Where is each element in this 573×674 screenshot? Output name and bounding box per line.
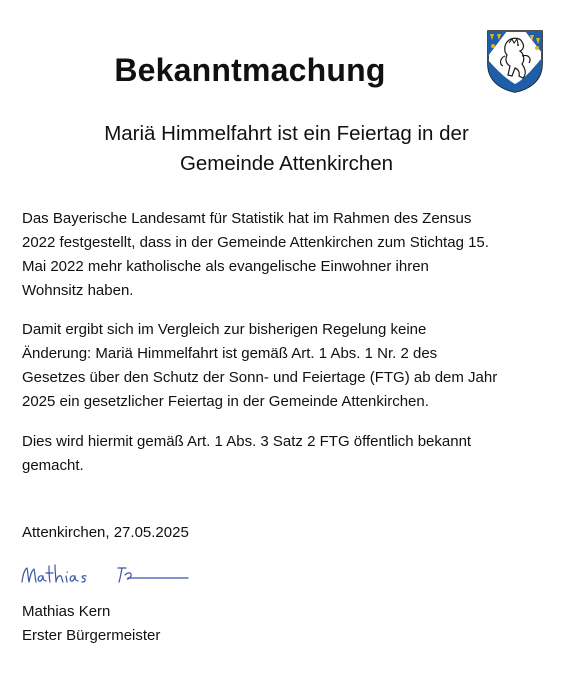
- paragraph-line: Das Bayerische Landesamt für Statistik hat im Rahmen des Zensus: [22, 210, 472, 227]
- announcement-subtitle: [0, 119, 573, 179]
- signer-block: [22, 600, 160, 648]
- paragraph-line: 2025 ein gesetzlicher Feiertag in der Gemeinde Attenkirchen.: [22, 393, 429, 410]
- subtitle-line: Gemeinde Attenkirchen: [179, 152, 394, 175]
- signer-name: Mathias Kern: [22, 603, 111, 620]
- body-paragraph-holiday: [22, 318, 552, 414]
- paragraph-line: gemacht.: [22, 457, 84, 474]
- signer-title: Erster Bürgermeister: [22, 627, 161, 644]
- paragraph-line: Wohnsitz haben.: [22, 282, 134, 299]
- place-and-date: Attenkirchen, 27.05.2025: [22, 524, 189, 541]
- body-paragraph-census: [22, 207, 552, 303]
- handwritten-signature: [18, 560, 193, 590]
- paragraph-line: Damit ergibt sich im Vergleich zur bisherigen Regelung keine: [22, 321, 427, 338]
- paragraph-line: Dies wird hiermit gemäß Art. 1 Abs. 3 Satz 2 FTG öffentlich bekannt: [22, 433, 472, 450]
- paragraph-line: Änderung: Mariä Himmelfahrt ist gemäß Art. 1 Abs. 1 Nr. 2 des: [22, 345, 438, 362]
- subtitle-line: Mariä Himmelfahrt ist ein Feiertag in der: [104, 122, 469, 145]
- paragraph-line: Gesetzes über den Schutz der Sonn- und Feiertage (FTG) ab dem Jahr: [22, 369, 498, 386]
- page-title: Bekanntmachung: [114, 52, 386, 88]
- paragraph-line: 2022 festgestellt, dass in der Gemeinde Attenkirchen zum Stichtag 15.: [22, 234, 489, 251]
- paragraph-line: Mai 2022 mehr katholische als evangelische Einwohner ihren: [22, 258, 429, 275]
- body-paragraph-publication: [22, 430, 552, 478]
